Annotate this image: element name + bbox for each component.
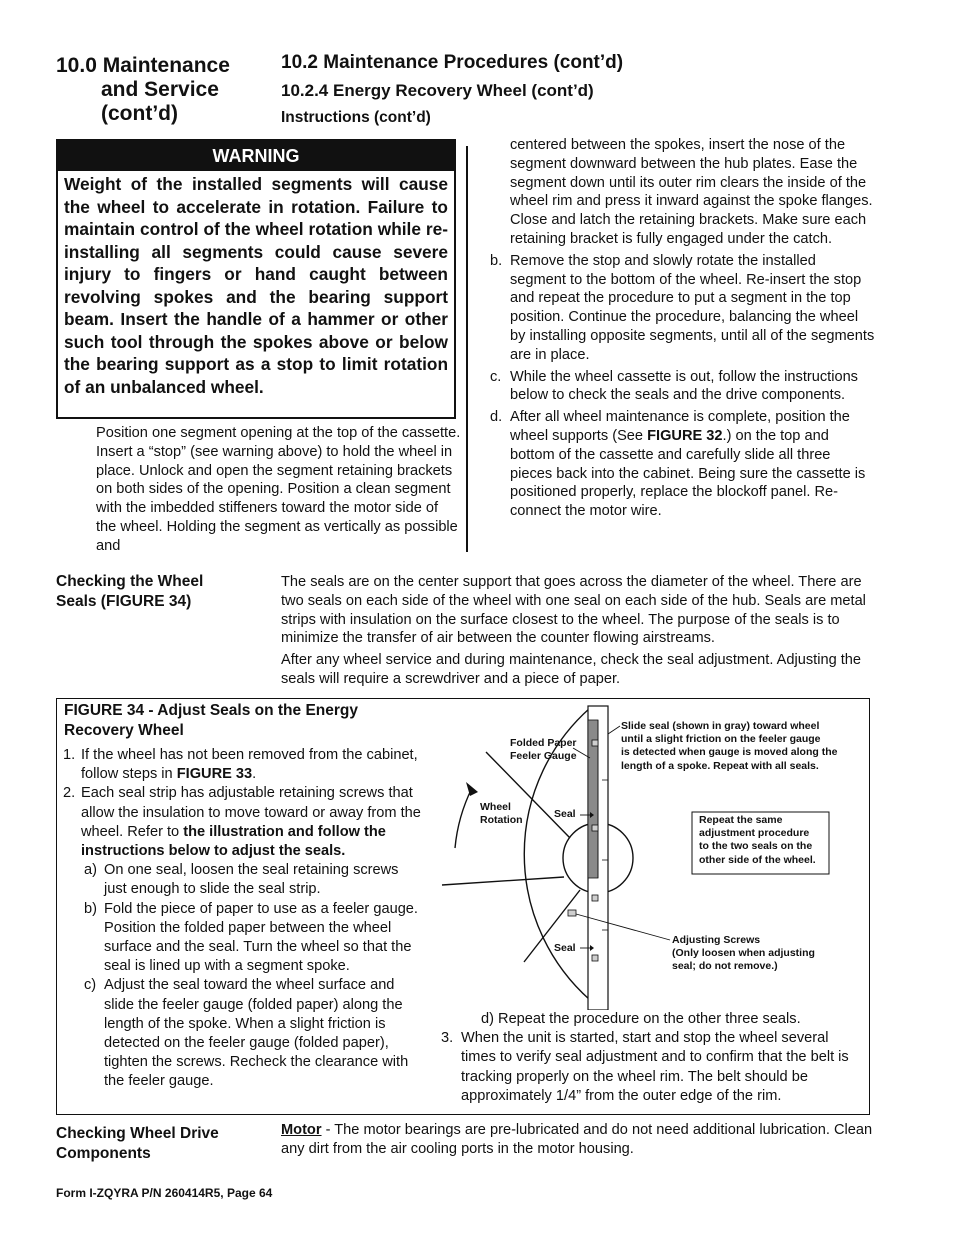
- drive-heading: [56, 1124, 219, 1164]
- instructions-heading: Instructions (cont’d): [281, 109, 431, 126]
- page-footer: Form I-ZQYRA P/N 260414R5, Page 64: [56, 1186, 273, 1200]
- label-repeat-box-line4: other side of the wheel.: [699, 853, 816, 866]
- label-repeat-box-line3: to the two seals on the: [699, 840, 813, 853]
- seals-heading-line2: Seals (FIGURE 34): [56, 593, 192, 610]
- list-item-c-text: While the wheel cassette is out, follow the instructions below to check the seals and the drive components.: [510, 368, 858, 404]
- label-slide-seal-line4: length of a spoke. Repeat with all seals.: [621, 759, 819, 772]
- warning-label: WARNING: [58, 141, 454, 171]
- figure-substep-b-label: b): [84, 900, 97, 917]
- figure-step-2-label: 2.: [63, 785, 76, 802]
- seals-heading-line1: Checking the Wheel: [56, 573, 204, 590]
- figure-34-steps: [63, 746, 425, 1092]
- label-slide-seal: [621, 720, 837, 773]
- drive-heading-line2: Components: [56, 1145, 151, 1162]
- figure-step-1-label: 1.: [63, 747, 76, 763]
- figure-33-ref: FIGURE 33: [176, 766, 253, 783]
- label-wheel-rotation-line1: Wheel: [480, 801, 511, 813]
- motor-paragraph: [281, 1121, 876, 1159]
- label-folded-paper: [510, 737, 577, 763]
- figure-32-ref: FIGURE 32: [647, 427, 723, 444]
- list-item-d-text: [510, 408, 875, 521]
- figure-step-3: [441, 1029, 863, 1106]
- wheel-spoke-left: [442, 877, 564, 885]
- figure-substep-c-text: Adjust the seal toward the wheel surface and slide the feeler gauge (folded paper) along the length of the spoke. When a slight friction is detected on the feeler gauge (folded paper), tighten the screws. Recheck the clearance with the feeler gauge.: [104, 977, 409, 1090]
- figure-step-1: [63, 746, 425, 784]
- figure-34-right-steps: [441, 1010, 863, 1106]
- label-wheel-rotation-line2: Rotation: [480, 814, 523, 827]
- list-item-b: [490, 252, 875, 365]
- figure-substep-c-label: c): [84, 977, 97, 994]
- label-seal-top: Seal: [554, 808, 576, 820]
- label-adjusting-screws: [672, 934, 815, 974]
- figure-34-caption-line1: FIGURE 34 - Adjust Seals on the Energy: [64, 702, 358, 719]
- label-adjusting-screws-line1: Adjusting Screws: [672, 934, 761, 946]
- motor-text: - The motor bearings are pre-lubricated and do not need additional lubrication. Clean any dirt from the air cooling ports in the motor housing.: [281, 1122, 873, 1157]
- label-folded-paper-line2: Feeler Gauge: [510, 750, 577, 763]
- section-title-line3: (cont’d): [101, 102, 178, 125]
- label-repeat-box-line2: adjustment procedure: [699, 827, 810, 840]
- seals-paragraph-1: The seals are on the center support that goes across the diameter of the wheel. There are two seals on each side of the wheel with one seal on each side of the hub. Seals are metal strips with insulation on the surface closest to the wheel. The purpose of the seals is to minimize the transfer of air between the counter flowing airstreams.: [281, 574, 866, 647]
- rotation-arrow: [455, 788, 472, 848]
- label-slide-seal-line1: Slide seal (shown in gray) toward wheel: [621, 720, 820, 732]
- section-title-line1: 10.0 Maintenance: [56, 54, 230, 77]
- label-folded-paper-line1: Folded Paper: [510, 737, 577, 749]
- subsection-title: 10.2 Maintenance Procedures (cont’d): [281, 52, 624, 73]
- list-item-c-label: c.: [490, 368, 502, 385]
- left-paragraph: Position one segment opening at the top of the cassette. Insert a “stop” (see warning above) to hold the wheel in place. Unlock and open the segment retaining brackets on both sides of the opening. Position a clean segment with the imbedded stiffeners toward the motor side of the wheel. Holding the segment as vertically as possible and: [96, 425, 461, 554]
- motor-label: Motor: [281, 1122, 322, 1138]
- section-title-line2: and Service: [101, 78, 219, 101]
- label-adjusting-screws-line3: seal; do not remove.): [672, 960, 778, 973]
- figure-step-2-text-a: Each seal strip has adjustable retaining screws that allow the insulation to move toward or away from the wheel. Refer to: [81, 785, 421, 840]
- label-slide-seal-line3: is detected when gauge is moved along the: [621, 746, 838, 759]
- figure-34-caption-line2: Recovery Wheel: [64, 722, 184, 739]
- subsubsection-title: 10.2.4 Energy Recovery Wheel (cont’d): [281, 81, 594, 100]
- figure-substep-b-text: Fold the piece of paper to use as a feeler gauge. Position the folded paper between the wheel surface and the seal. Turn the wheel so that the seal is lined up with a segment spoke.: [104, 900, 418, 975]
- label-repeat-box: [699, 814, 816, 867]
- figure-substep-b: [84, 900, 425, 977]
- label-adjusting-screws-line2: (Only loosen when adjusting: [672, 947, 815, 960]
- list-item-d-text-b: .) on the top and bottom of the cassette and carefully slide all three pieces back into the cabinet. Being sure the cassette is positioned properly, replace the blockoff panel. Re-connect the motor wire.: [510, 427, 866, 520]
- right-column: [490, 136, 875, 521]
- label-seal-bottom: Seal: [554, 942, 576, 954]
- label-slide-seal-line2: until a slight friction on the feeler gauge: [621, 733, 821, 746]
- section-title: [56, 54, 230, 126]
- figure-step-1-text-a: If the wheel has not been removed from the cabinet, follow steps in: [81, 747, 418, 783]
- figure-step-2-text: [81, 784, 425, 861]
- figure-step-2-text-bold: the illustration and follow the instructions below to adjust the seals.: [81, 823, 386, 860]
- figure-step-3-label: 3.: [441, 1030, 454, 1047]
- warning-box: [56, 139, 456, 419]
- screw-icon: [592, 955, 598, 961]
- figure-substep-a-text: On one seal, loosen the seal retaining screws just enough to slide the seal strip.: [104, 862, 399, 898]
- list-item-b-text: Remove the stop and slowly rotate the installed segment to the bottom of the wheel. Re-insert the stop and repeat the procedure to put a segment in the top position. Continue the procedure, balancing the wheel by installing opposite segments, until all of the segments are in place.: [510, 252, 875, 363]
- list-item-d-text-a: After all wheel maintenance is complete, position the wheel supports (See: [510, 409, 850, 444]
- list-item-c: [490, 368, 875, 406]
- rotation-arrowhead: [466, 782, 478, 796]
- list-item-b-label: b.: [490, 252, 503, 269]
- label-repeat-box-line1: Repeat the same: [699, 814, 783, 826]
- screw-icon: [592, 895, 598, 901]
- column-divider: [466, 146, 468, 552]
- figure-substep-a-label: a): [84, 862, 97, 879]
- seals-text: [281, 573, 873, 689]
- figure-substep-a: [84, 861, 425, 899]
- figure-34-caption: [64, 701, 424, 741]
- drive-heading-line1: Checking Wheel Drive: [56, 1125, 219, 1142]
- leader-slide-seal: [608, 726, 620, 734]
- list-item-d-label: d.: [490, 409, 503, 426]
- figure-step-1-text: [81, 746, 425, 784]
- figure-step-1-text-b: .: [252, 766, 257, 783]
- right-cont-paragraph: centered between the spokes, insert the nose of the segment downward between the hub plates. Ease the segment down until its outer rim clears the inside of the wheel rim and press it inward against the spoke flanges. Close and latch the retaining brackets. Make sure each retaining bracket is fully engaged under the catch.: [510, 137, 873, 247]
- figure-step-2: [63, 784, 425, 861]
- figure-step-3-text: When the unit is started, start and stop the wheel several times to verify seal adjustment and to confirm that the belt is tracking properly on the wheel rim. The belt should be approximately 1/4” from the outer edge of the rim.: [461, 1030, 849, 1104]
- list-item-d: [490, 408, 875, 521]
- label-wheel-rotation: [480, 801, 523, 827]
- warning-text: Weight of the installed segments will cause the wheel to accelerate in rotation. Failure to maintain control of the wheel rotation while re-installing all segments could cause severe injury to fingers or hand caught between revolving spokes and the bearing support beam. Insert the handle of a hammer or other such tool through the spokes above or below the bearing support as a stop to limit rotation of an unbalanced wheel.: [64, 174, 448, 397]
- screw-icon: [568, 910, 576, 916]
- figure-substep-d: d) Repeat the procedure on the other three seals.: [481, 1011, 801, 1027]
- figure-substep-c: [84, 976, 425, 1091]
- screw-icon: [592, 740, 598, 746]
- seals-heading: [56, 572, 203, 612]
- seals-paragraph-2: After any wheel service and during maintenance, check the seal adjustment. Adjusting the seals will require a screwdriver and a piece of paper.: [281, 652, 862, 687]
- screw-icon: [592, 825, 598, 831]
